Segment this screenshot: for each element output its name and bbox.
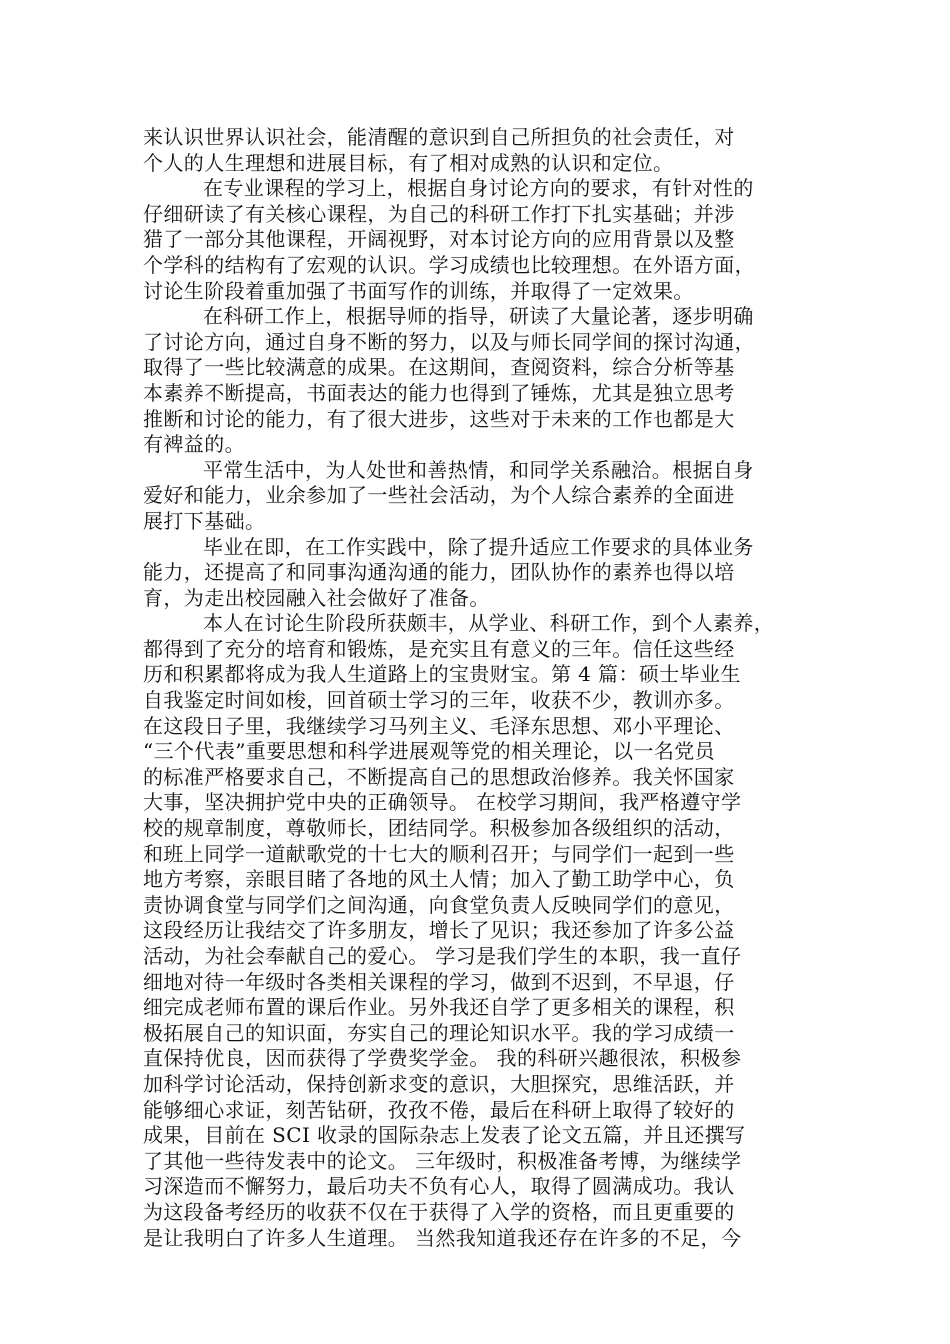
- text-line: 有裨益的。: [143, 432, 245, 457]
- text-line: 细完成老师布置的课后作业。另外我还自学了更多相关的课程，积: [143, 995, 735, 1020]
- text-line: 活动，为社会奉献自己的爱心。 学习是我们学生的本职，我一直仔: [143, 944, 742, 968]
- text-line: 成果，目前在 SCI 收录的国际杂志上发表了论文五篇，并且还撰写: [143, 1123, 746, 1148]
- text-line: 平常生活中，为人处世和善热情，和同学关系融洽。根据自身: [203, 457, 754, 482]
- text-line: 直保持优良，因而获得了学费奖学金。 我的科研兴趣很浓，积极参: [143, 1046, 742, 1071]
- text-line: 本人在讨论生阶段所获颇丰，从学业、科研工作，到个人素养，: [203, 611, 775, 636]
- text-line: 细地对待一年级时各类相关课程的学习，做到不迟到，不早退，仔: [143, 969, 735, 994]
- text-line: 了其他一些待发表中的论文。 三年级时，积极准备考博，为继续学: [143, 1148, 742, 1173]
- text-line: 这段经历让我结交了许多朋友，增长了见识；我还参加了许多公益: [143, 918, 735, 943]
- text-line: 爱好和能力，业余参加了一些社会活动，为个人综合素养的全面进: [143, 483, 735, 508]
- text-line: 加科学讨论活动，保持创新求变的意识，大胆探究，思维活跃，并: [143, 1071, 735, 1096]
- text-line: 地方考察，亲眼目睹了各地的风土人情；加入了勤工助学中心，负: [143, 867, 735, 892]
- text-line: 毕业在即，在工作实践中，除了提升适应工作要求的具体业务: [203, 534, 754, 559]
- text-line: 是让我明白了许多人生道理。 当然我知道我还存在许多的不足，今: [143, 1225, 742, 1250]
- text-line: 来认识世界认识社会，能清醒的意识到自己所担负的社会责任，对: [143, 125, 735, 149]
- text-line: 自我鉴定时间如梭，回首硕士学习的三年，收获不少，教训亦多。: [143, 688, 735, 713]
- text-line: 和班上同学一道献歌党的十七大的顺利召开；与同学们一起到一些: [143, 841, 735, 866]
- text-line: 在这段日子里，我继续学习马列主义、毛泽东思想、邓小平理论、: [143, 713, 735, 738]
- text-line: 讨论生阶段着重加强了书面写作的训练，并取得了一定效果。: [143, 278, 694, 303]
- text-line: 本素养不断提高，书面表达的能力也得到了锤炼，尤其是独立思考: [143, 380, 735, 405]
- text-line: 历和积累都将成为我人生道路上的宝贵财宝。第 4 篇：硕士毕业生: [143, 662, 741, 687]
- text-line: 的标准严格要求自己，不断提高自己的思想政治修养。我关怀国家: [143, 764, 735, 789]
- text-line: 个学科的结构有了宏观的认识。学习成绩也比较理想。在外语方面，: [143, 252, 755, 277]
- text-line: 个人的人生理想和进展目标，有了相对成熟的认识和定位。: [143, 150, 674, 175]
- text-line: 极拓展自己的知识面，夯实自己的理论知识水平。我的学习成绩一: [143, 1020, 735, 1045]
- text-line: 能力，还提高了和同事沟通沟通的能力，团队协作的素养也得以培: [143, 560, 735, 585]
- text-line: 为这段备考经历的收获不仅在于获得了入学的资格，而且更重要的: [143, 1199, 735, 1224]
- text-line: 大事，坚决拥护党中央的正确领导。 在校学习期间，我严格遵守学: [143, 790, 742, 815]
- text-line: 推断和讨论的能力，有了很大进步，这些对于未来的工作也都是大: [143, 406, 735, 431]
- text-line: 在科研工作上，根据导师的指导，研读了大量论著，逐步明确: [203, 304, 754, 329]
- text-line: 责协调食堂与同学们之间沟通，向食堂负责人反映同学们的意见，: [143, 892, 735, 917]
- text-line: 仔细研读了有关核心课程，为自己的科研工作打下扎实基础；并涉: [143, 201, 735, 226]
- text-line: 猎了一部分其他课程，开阔视野，对本讨论方向的应用背景以及整: [143, 227, 735, 252]
- text-line: 在专业课程的学习上，根据自身讨论方向的要求，有针对性的: [203, 176, 754, 201]
- text-line: “三个代表”重要思想和科学进展观等党的相关理论，以一名党员: [143, 739, 716, 764]
- text-line: 展打下基础。: [143, 508, 266, 533]
- text-line: 育，为走出校园融入社会做好了准备。: [143, 585, 490, 610]
- text-line: 了讨论方向，通过自身不断的努力，以及与师长同学间的探讨沟通，: [143, 329, 755, 354]
- text-line: 都得到了充分的培育和锻炼，是充实且有意义的三年。信任这些经: [143, 636, 735, 661]
- text-line: 能够细心求证，刻苦钻研，孜孜不倦，最后在科研上取得了较好的: [143, 1097, 735, 1122]
- text-line: 校的规章制度，尊敬师长，团结同学。积极参加各级组织的活动，: [143, 816, 735, 841]
- text-line: 习深造而不懈努力，最后功夫不负有心人，取得了圆满成功。我认: [143, 1174, 735, 1199]
- document-body: [143, 125, 823, 1251]
- text-line: 取得了一些比较满意的成果。在这期间，查阅资料，综合分析等基: [143, 355, 735, 380]
